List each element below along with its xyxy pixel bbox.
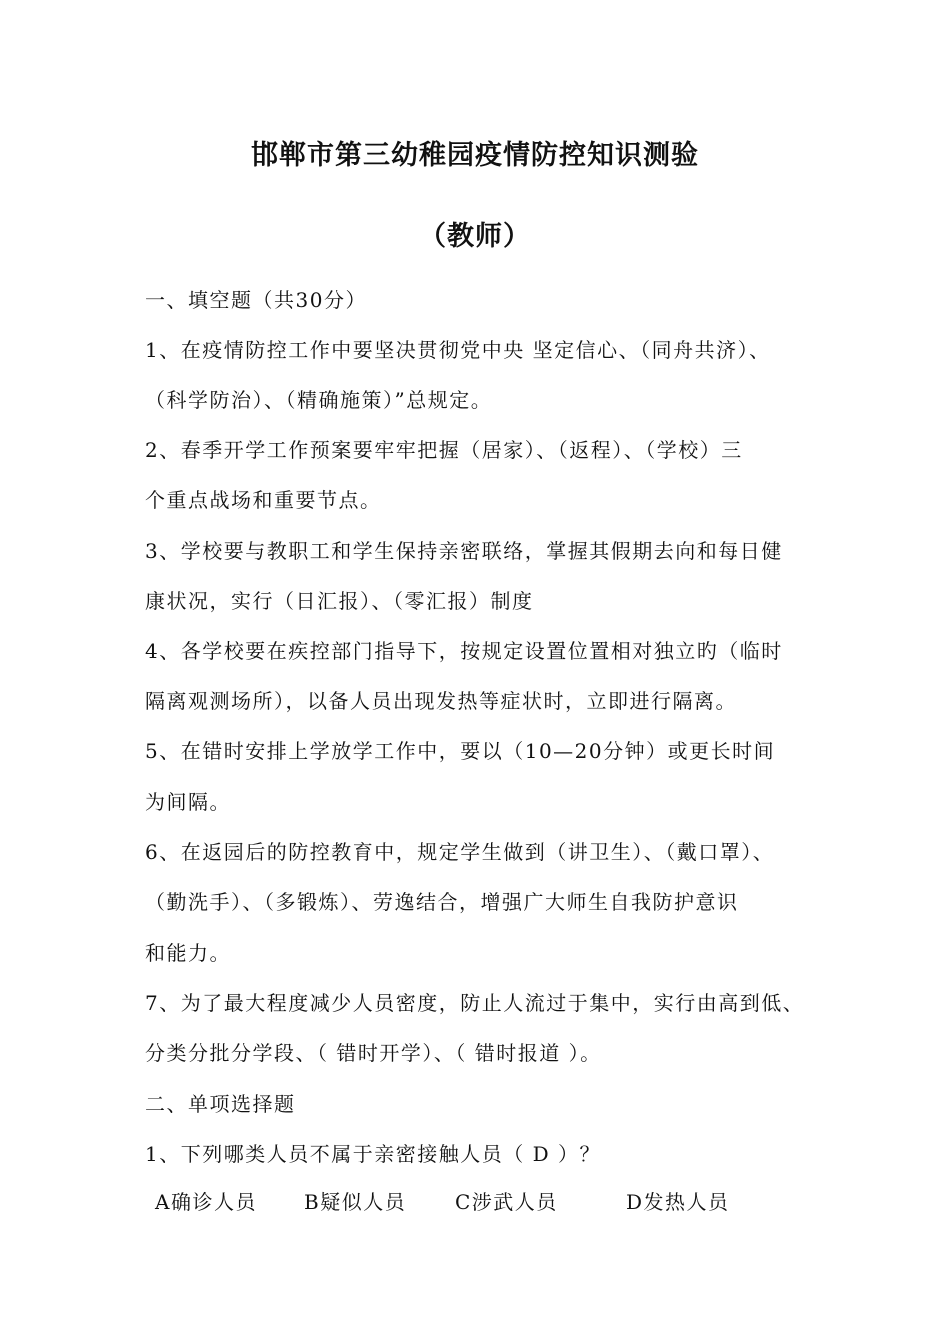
question-text: 1、下列哪类人员不属于亲密接触人员（ D ）？ — [145, 1142, 601, 1166]
text-line: 3、学校要与教职工和学生保持亲密联络，掌握其假期去向和每日健 — [145, 539, 783, 563]
page-title: 邯郸市第三幼稚园疫情防控知识测验 — [251, 140, 699, 171]
text-line: 7、为了最大程度减少人员密度，防止人流过于集中，实行由高到低、 — [145, 991, 805, 1015]
text-line: 4、各学校要在疾控部门指导下，按规定设置位置相对独立旳（临时 — [145, 639, 783, 663]
section-heading-fill-in: 一、填空题（共30分） — [145, 288, 367, 312]
text-line: 和能力。 — [145, 941, 231, 965]
text-line: 1、在疫情防控工作中要坚决贯彻党中央 坚定信心、（同舟共济）、 — [145, 338, 771, 362]
page-subtitle: （教师） — [419, 221, 531, 252]
text-line: 隔离观测场所），以备人员出现发热等症状时，立即进行隔离。 — [145, 689, 737, 713]
text-line: 分类分批分学段、（ 错时开学）、（ 错时报道 ）。 — [145, 1041, 602, 1065]
text-line: 5、在错时安排上学放学工作中，要以（10—20分钟）或更长时间 — [145, 739, 776, 763]
text-line: （勤洗手）、（多锻炼）、劳逸结合，增强广大师生自我防护意识 — [145, 890, 739, 914]
text-line: 为间隔。 — [145, 790, 231, 814]
section-heading-single-choice: 二、单项选择题 — [145, 1092, 296, 1116]
option-d: D发热人员 — [626, 1190, 730, 1214]
option-b: B疑似人员 — [304, 1190, 407, 1214]
option-c: C涉武人员 — [455, 1190, 558, 1214]
text-line: 个重点战场和重要节点。 — [145, 488, 382, 512]
text-line: 康状况，实行（日汇报）、（零汇报）制度 — [145, 589, 534, 613]
text-line: 2、春季开学工作预案要牢牢把握（居家）、（返程）、（学校）三 — [145, 438, 743, 462]
text-line: 6、在返园后的防控教育中，规定学生做到（讲卫生）、（戴口罩）、 — [145, 840, 775, 864]
option-a: A确诊人员 — [155, 1190, 257, 1214]
text-line: （科学防治）、（精确施策）”总规定。 — [145, 388, 493, 412]
